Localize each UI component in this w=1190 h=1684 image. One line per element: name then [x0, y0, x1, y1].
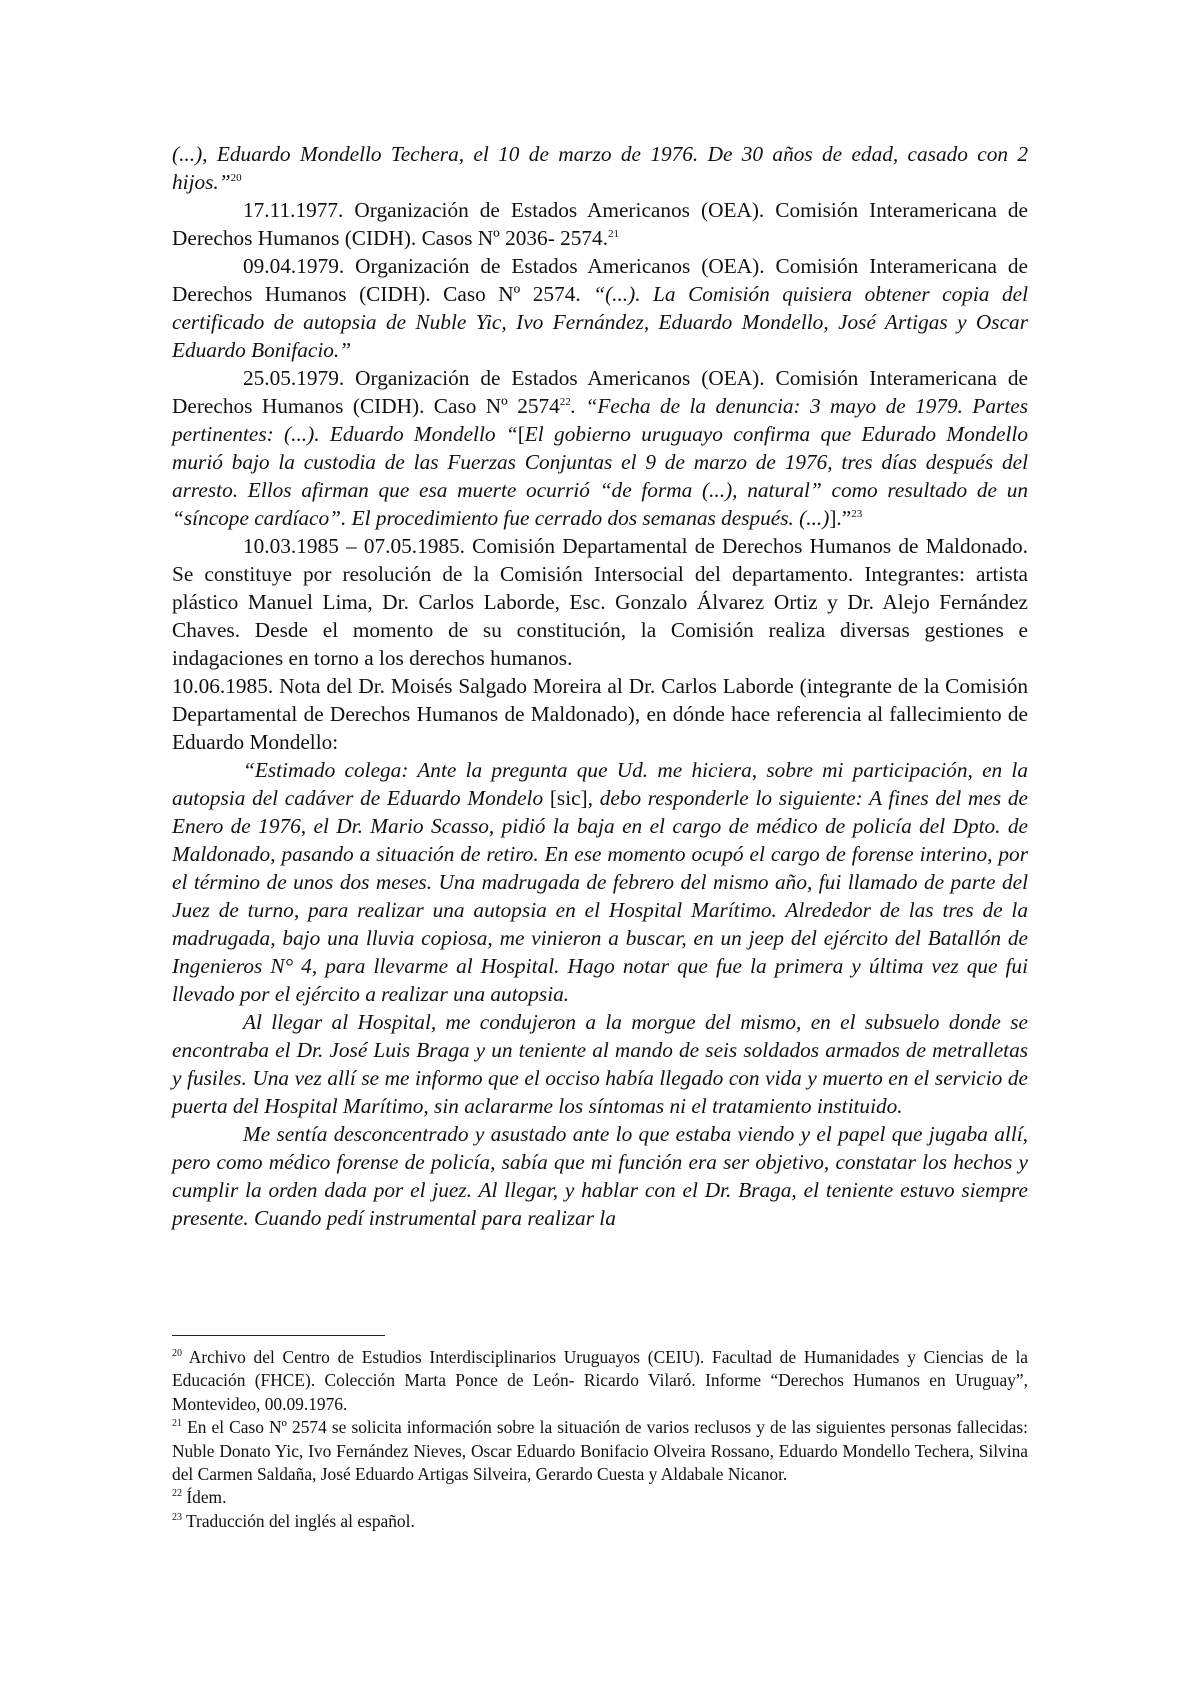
footnote-23	[172, 1510, 1028, 1533]
paragraph-letter-1	[172, 756, 1028, 1008]
footnote-text: Archivo del Centro de Estudios Interdisciplinarios Uruguayos (CEIU). Facultad de Humanidades y Ciencias de la Educación (FHCE). Colección Marta Ponce de León- Ricardo Vilaró. Informe “Derechos Humanos en Uruguay”, Montevideo, 00.09.1976.	[172, 1347, 1028, 1414]
footnote-ref-23[interactable]: 23	[851, 507, 863, 520]
footnote-divider	[172, 1335, 385, 1336]
paragraph-1979-april	[172, 252, 1028, 364]
footnote-number: 22	[172, 1488, 182, 1500]
footnote-22	[172, 1486, 1028, 1509]
paragraph-1985-commission	[172, 532, 1028, 672]
paragraph-text: 10.03.1985 – 07.05.1985. Comisión Departamental de Derechos Humanos de Maldonado. Se constituye por resolución de la Comisión Intersocial del departamento. Integrantes: artista plástico Manuel Lima, Dr. Carlos Laborde, Esc. Gonzalo Álvarez Ortiz y Dr. Alejo Fernández Chaves. Desde el momento de su constitución, la Comisión realiza diversas gestiones e indagaciones en torno a los derechos humanos.	[172, 534, 1028, 670]
footnote-text: En el Caso Nº 2574 se solicita información sobre la situación de varios reclusos y de las siguientes personas fallecidas: Nuble Donato Yic, Ivo Fernández Nieves, Oscar Eduardo Bonifacio Olveira Rossano, Eduardo Mondello Techera, Silvina del Carmen Saldaña, José Eduardo Artigas Silveira, Gerardo Cuesta y Aldabale Nicanor.	[172, 1417, 1028, 1485]
bracket-close: ].”	[829, 506, 852, 530]
footnotes-section	[172, 1335, 1028, 1533]
paragraph-letter-3	[172, 1120, 1028, 1232]
sic-marker: [sic]	[549, 786, 588, 810]
quote-text: . “Fecha de la denuncia: 3 mayo de 1979. Partes pertinentes: (...). Eduardo Mondello “	[172, 394, 1028, 446]
paragraph-1977	[172, 196, 1028, 252]
footnote-text: Traducción del inglés al español.	[182, 1510, 415, 1531]
footnote-number: 20	[172, 1348, 182, 1360]
footnote-ref-22[interactable]: 22	[559, 395, 571, 408]
paragraph-text: 17.11.1977. Organización de Estados Americanos (OEA). Comisión Interamericana de Derechos Humanos (CIDH). Casos Nº 2036- 2574.	[172, 198, 1028, 250]
footnote-number: 23	[172, 1512, 182, 1524]
quote-text: , debo responderle lo siguiente: A fines del mes de Enero de 1976, el Dr. Mario Scasso, pidió la baja en el cargo de médico de policía del Dpto. de Maldonado, pasando a situación de retiro. En ese momento ocupó el cargo de forense interino, por el término de unos dos meses. Una madrugada de febrero del mismo año, fui llamado de parte del Juez de turno, para realizar una autopsia en el Hospital Marítimo. Alrededor de las tres de la madrugada, bajo una lluvia copiosa, me vinieron a buscar, en un jeep del ejército del Batallón de Ingenieros N° 4, para llevarme al Hospital. Hago notar que fue la primera y última vez que fui llevado por el ejército a realizar una autopsia.	[172, 786, 1028, 1006]
paragraph-text: 25.05.1979. Organización de Estados Americanos (OEA). Comisión Interamericana de Derechos Humanos (CIDH). Caso Nº 2574	[172, 366, 1028, 418]
paragraph-1979-may	[172, 364, 1028, 532]
footnote-20	[172, 1346, 1028, 1416]
footnote-ref-20[interactable]: 20	[230, 171, 242, 184]
paragraph-quote-end	[172, 140, 1028, 196]
footnote-ref-21[interactable]: 21	[608, 227, 620, 240]
quote-text: “Estimado colega: Ante la pregunta que Ud. me hiciera, sobre mi participación, en la autopsia del cadáver de Eduardo Mondelo	[172, 758, 1028, 810]
document-body	[172, 140, 1028, 1232]
bracket-open: [	[517, 422, 525, 446]
paragraph-text: 10.06.1985. Nota del Dr. Moisés Salgado Moreira al Dr. Carlos Laborde (integrante de la Comisión Departamental de Derechos Humanos de Maldonado), en dónde hace referencia al fallecimiento de Eduardo Mondello:	[172, 674, 1028, 754]
paragraph-letter-2	[172, 1008, 1028, 1120]
paragraph-1985-note	[172, 672, 1028, 756]
quote-text: Me sentía desconcentrado y asustado ante lo que estaba viendo y el papel que jugaba allí, pero como médico forense de policía, sabía que mi función era ser objetivo, constatar los hechos y cumplir la orden dada por el juez. Al llegar, y hablar con el Dr. Braga, el teniente estuvo siempre presente. Cuando pedí instrumental para realizar la	[172, 1122, 1028, 1230]
paragraph-text: 09.04.1979. Organización de Estados Americanos (OEA). Comisión Interamericana de Derechos Humanos (CIDH). Caso Nº 2574.	[172, 254, 1028, 306]
footnote-21	[172, 1416, 1028, 1486]
footnote-number: 21	[172, 1418, 182, 1430]
footnote-text: Ídem.	[182, 1487, 227, 1508]
quote-text: El gobierno uruguayo confirma que Edurado Mondello murió bajo la custodia de las Fuerzas Conjuntas el 9 de marzo de 1976, tres días después del arresto. Ellos afirman que esa muerte ocurrió “de forma (...), natural” como resultado de un “síncope cardíaco”. El procedimiento fue cerrado dos semanas después. (...)	[172, 422, 1028, 530]
quote-text: Al llegar al Hospital, me condujeron a la morgue del mismo, en el subsuelo donde se encontraba el Dr. José Luis Braga y un teniente al mando de seis soldados armados de metralletas y fusiles. Una vez allí se me informo que el occiso había llegado con vida y muerto en el servicio de puerta del Hospital Marítimo, sin aclararme los síntomas ni el tratamiento instituido.	[172, 1010, 1028, 1118]
quote-text: (...), Eduardo Mondello Techera, el 10 de marzo de 1976. De 30 años de edad, casado con 2 hijos.”	[172, 142, 1028, 194]
quote-text: “(...). La Comisión quisiera obtener copia del certificado de autopsia de Nuble Yic, Ivo Fernández, Eduardo Mondello, José Artigas y Oscar Eduardo Bonifacio.”	[172, 282, 1028, 362]
